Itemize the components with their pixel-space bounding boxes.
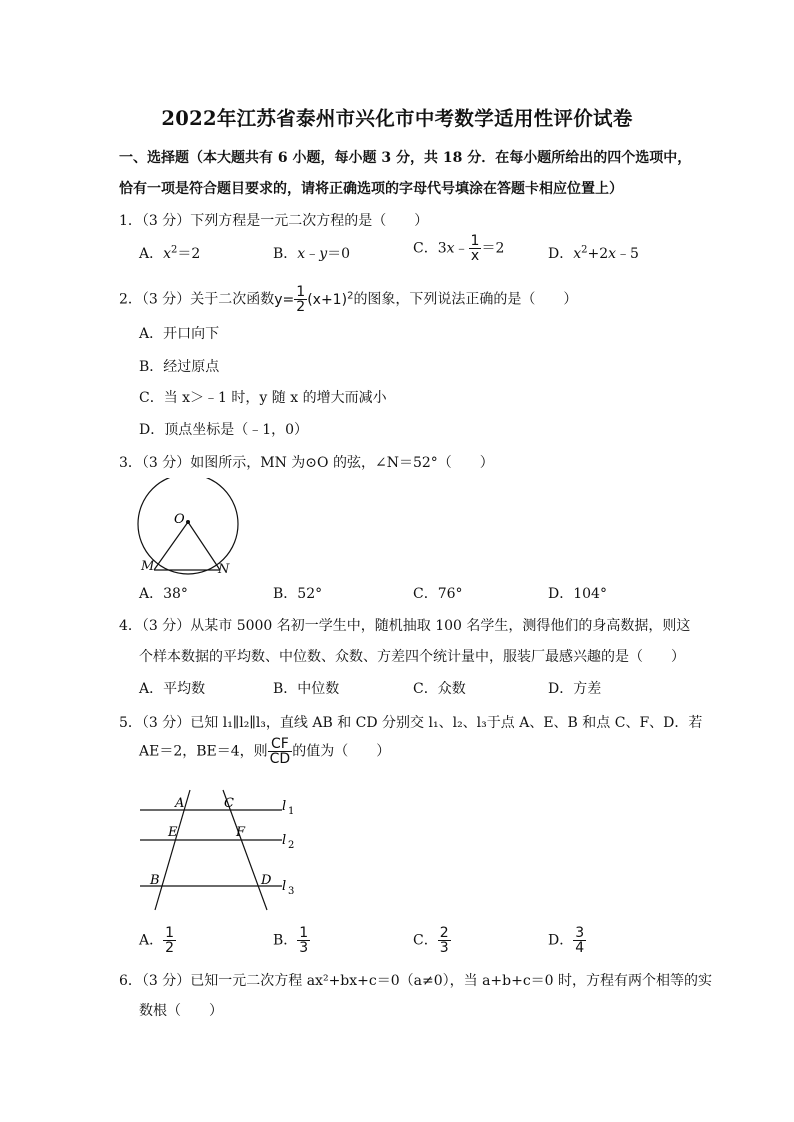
q2-stem: 2．（3 分）关于二次函数y= $\frac{1}{2}$ $(x+1)^2$的图象，下列说法正确的是（ ） [119,284,578,315]
section-header-line1: 一、选择题（本大题共有 6 小题，每小题 3 分，共 18 分．在每小题所给出的四个选项中， [119,150,692,166]
q5-label-e: E [168,825,178,840]
section-header-line2: 恰有一项是符合题目要求的，请将正确选项的字母代号填涂在答题卡相应位置上） [119,181,623,197]
q5-option-a-den: 2 [165,940,175,956]
q1-option-d-letter: D． [548,246,574,262]
q5-line2 [139,737,390,766]
q1-option-d: D．$x^2+2x﹣5$ [548,244,639,262]
q5-label-f: F [236,825,246,840]
q1-option-c: C．3x﹣ $\frac{1}{x}$ ＝2 [413,233,505,264]
q3-label-m: M [141,559,155,574]
q5-label-a: A [175,796,185,811]
q5-frac-den: CD [269,751,291,767]
q5-option-c-num: 2 [439,925,449,941]
q1-option-b-letter: B． [273,246,298,262]
q4-option-d: D．方差 [548,681,602,697]
q6-line2: 数根（ ） [139,1003,223,1019]
q3-stem: 3．（3 分）如图所示，MN 为⊙O 的弦，∠N＝52°（ ） [119,455,494,471]
q5-option-d-letter: D． [548,932,574,949]
q2-option-a: A．开口向下 [139,326,220,342]
q5-line2-post: 的值为（ ） [292,743,391,760]
q4-option-c: C．众数 [413,681,466,697]
q3-label-n: N [218,562,230,577]
q2-stem-pre: 2．（3 分）关于二次函数 [119,291,275,308]
q5-parallel-lines-figure [135,788,310,913]
q5-label-l2-sub: 2 [288,840,295,851]
q5-option-b-den: 3 [299,940,309,956]
q4-option-b: B．中位数 [273,681,340,697]
q3-option-d: D．104° [548,586,607,602]
q6-line1: 6．（3 分）已知一元二次方程 ax²+bx+c＝0（a≠0），当 a+b+c＝0 时，方程有两个相等的实 [119,973,713,989]
page-title: 2022年江苏省泰州市兴化市中考数学适用性评价试卷 [161,107,633,130]
q1-option-a: A．$x^2=2$ [139,244,201,262]
q3-label-o: O [174,512,185,527]
q5-option-d-den: 4 [575,940,585,956]
q5-label-l3-sub: 3 [288,886,295,897]
q5-label-d: D [261,873,272,888]
q4-line1: 4．（3 分）从某市 5000 名初一学生中，随机抽取 100 名学生，测得他们的身高数据，则这 [119,618,691,634]
q5-option-c-den: 3 [439,940,449,956]
q4-option-a: A．平均数 [139,681,206,697]
q2-option-d: D．顶点坐标是（﹣1，0） [139,422,309,438]
q4-line2: 个样本数据的平均数、中位数、众数、方差四个统计量中，服装厂最感兴趣的是（ ） [139,649,685,665]
q5-option-d [548,926,586,955]
q5-option-b-letter: B． [273,932,298,949]
q1-option-c-letter: C． [413,240,438,257]
q5-label-l1: l [282,799,287,814]
q5-option-b [273,926,310,955]
q5-option-c-letter: C． [413,932,438,949]
q5-label-l1-sub: 1 [288,806,295,817]
q1-stem: 1．（3 分）下列方程是一元二次方程的是（ ） [119,213,429,229]
q1-option-a-letter: A． [139,246,164,262]
q3-option-c: C．76° [413,586,463,602]
q5-label-c: C [224,796,234,811]
q5-label-l2: l [282,833,287,848]
q5-option-a-num: 1 [165,925,175,941]
q5-label-b: B [150,873,160,888]
q5-option-a [139,926,176,955]
q5-label-l3: l [282,879,287,894]
q5-option-d-num: 3 [575,925,585,941]
q5-line1: 5．（3 分）已知 l₁∥l₂∥l₃，直线 AB 和 CD 分别交 l₁、l₂、l₃于点 A、E、B 和点 C、F、D．若 [119,715,703,731]
q5-option-a-letter: A． [139,932,164,949]
q2-option-b: B．经过原点 [139,359,220,375]
q2-stem-post: 的图象，下列说法正确的是（ ） [353,291,578,308]
q1-option-b: B．x﹣y＝0 [273,246,351,262]
q5-option-c [413,926,451,955]
q5-option-b-num: 1 [299,925,309,941]
q3-option-b: B．52° [273,586,323,602]
q5-frac-num: CF [268,737,293,752]
q2-option-c: C．当 x＞﹣1 时，y 随 x 的增大而减小 [139,390,387,406]
q5-line2-pre: AE＝2，BE＝4，则 [139,743,268,760]
q3-option-a: A．38° [139,586,188,602]
